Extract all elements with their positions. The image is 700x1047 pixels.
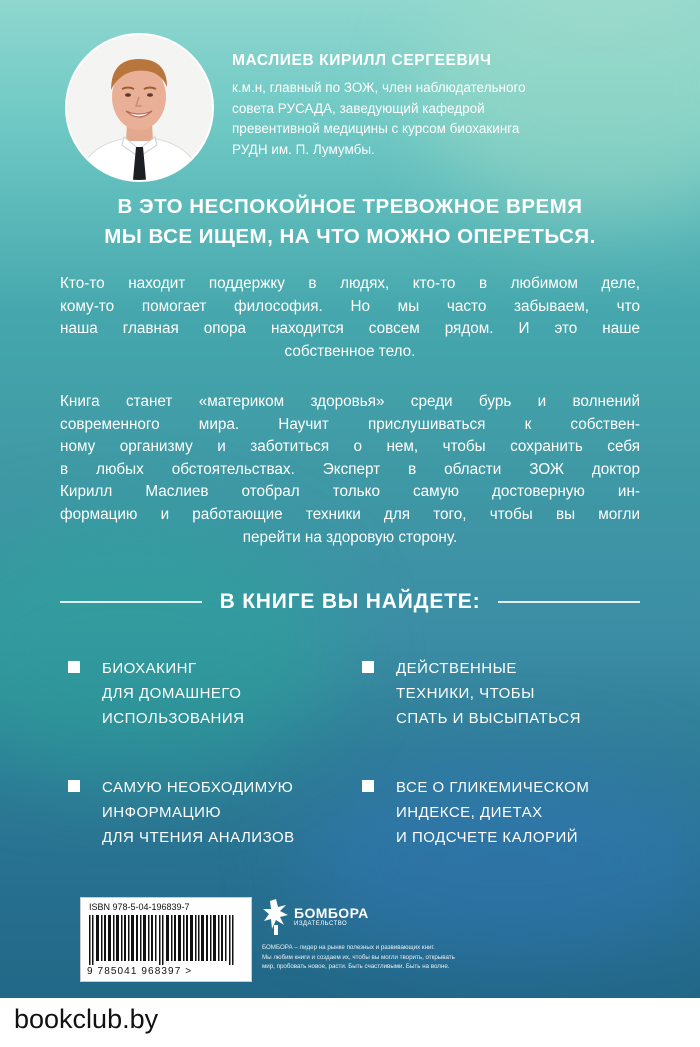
headline-line: МЫ ВСЕ ИЩЕМ, НА ЧТО МОЖНО ОПЕРЕТЬСЯ. [104, 225, 596, 248]
author-name: МАСЛИЕВ КИРИЛЛ СЕРГЕЕВИЧ [232, 52, 492, 69]
paragraph-line: в любых обстоятельствах. Эксперт в области ЗОЖ доктор [60, 460, 640, 478]
feature-line: СПАТЬ И ВЫСЫПАТЬСЯ [396, 710, 581, 727]
feature-item [68, 775, 295, 850]
feature-item [68, 656, 244, 731]
headline-line: В ЭТО НЕСПОКОЙНОЕ ТРЕВОЖНОЕ ВРЕМЯ [117, 195, 583, 218]
divider-left [60, 601, 202, 603]
intro-paragraph [60, 273, 640, 363]
barcode-box [80, 897, 252, 982]
feature-line: ДЛЯ ДОМАШНЕГО [102, 685, 242, 702]
publisher-description-line: БОМБОРА – лидер на рынке полезных и развивающих книг. [262, 944, 435, 951]
publisher-description-line: Мы любим книги и создаем их, чтобы вы могли творить, открывать [262, 953, 455, 961]
publisher-description [262, 943, 562, 972]
feature-line: ИСПОЛЬЗОВАНИЯ [102, 710, 245, 727]
publisher-logo-icon [262, 897, 290, 937]
paragraph-line: перейти на здоровую сторону. [242, 528, 458, 546]
isbn-text: ISBN 978-5-04-196839-7 [89, 902, 190, 912]
paragraph-line: собственное тело. [284, 342, 416, 360]
author-bio-line: превентивной медицины с курсом биохакинга [232, 121, 520, 136]
paragraph-line: Книга станет «материком здоровья» среди бурь и волнений [60, 393, 640, 410]
feature-line: ДЕЙСТВЕННЫЕ [396, 660, 517, 677]
feature-line: ИНДЕКСЕ, ДИЕТАХ [396, 804, 543, 821]
headline [60, 192, 640, 252]
background-glow [0, 520, 340, 780]
paragraph-line: Кто-то находит поддержку в людях, кто-то в любимом деле, [60, 275, 640, 292]
divider-right [498, 601, 640, 603]
barcode-digits: 9 785041 968397 > [87, 966, 193, 977]
feature-line: ДЛЯ ЧТЕНИЯ АНАЛИЗОВ [102, 829, 295, 846]
feature-line: И ПОДСЧЕТЕ КАЛОРИЙ [396, 829, 579, 846]
feature-line: ТЕХНИКИ, ЧТОБЫ [396, 685, 535, 702]
description-paragraph [60, 391, 640, 549]
publisher-subtitle: ИЗДАТЕЛЬСТВО [294, 921, 348, 927]
square-bullet-icon [68, 661, 80, 673]
section-title: В КНИГЕ ВЫ НАЙДЕТЕ: [219, 590, 481, 613]
publisher-name: БОМБОРА [294, 905, 369, 921]
square-bullet-icon [68, 780, 80, 792]
author-bio-line: совета РУСАДА, заведующий кафедрой [232, 100, 485, 116]
feature-text [396, 656, 581, 731]
feature-text [102, 656, 244, 731]
author-bio [232, 78, 652, 160]
feature-item [362, 775, 589, 850]
section-header [60, 585, 640, 619]
feature-line: ВСЕ О ГЛИКЕМИЧЕСКОМ [396, 779, 590, 796]
publisher-description-line: мир, пробовать новое, расти. Быть счастливыми. Быть на волне. [262, 963, 450, 970]
square-bullet-icon [362, 780, 374, 792]
author-bio-line: РУДН им. П. Лумумбы. [232, 141, 375, 157]
feature-text [396, 775, 589, 850]
feature-text [102, 775, 295, 850]
barcode-icon [89, 915, 243, 965]
feature-line: САМУЮ НЕОБХОДИМУЮ [102, 779, 294, 796]
paragraph-line: формацию и работающие техники для того, чтобы вы могли [60, 505, 640, 523]
square-bullet-icon [362, 661, 374, 673]
feature-line: БИОХАКИНГ [102, 660, 197, 677]
watermark-bar [0, 998, 700, 1047]
paragraph-line: кому-то помогает философия. Но мы часто забываем, что [60, 297, 640, 315]
author-photo-icon [67, 35, 212, 180]
site-watermark: bookclub.by [14, 1004, 159, 1034]
author-bio-line: к.м.н, главный по ЗОЖ, член наблюдательного [232, 80, 526, 95]
paragraph-line: Кирилл Маслиев отобрал только самую достоверную ин- [60, 483, 640, 501]
paragraph-line: ному организму и заботиться о нем, чтобы сохранить себя [60, 438, 640, 456]
feature-line: ИНФОРМАЦИЮ [102, 804, 222, 821]
paragraph-line: наша главная опора находится совсем рядом. И это наше [60, 320, 640, 338]
feature-item [362, 656, 581, 731]
paragraph-line: современного мира. Научит прислушиваться к собствен- [60, 415, 640, 433]
author-portrait [65, 33, 214, 182]
